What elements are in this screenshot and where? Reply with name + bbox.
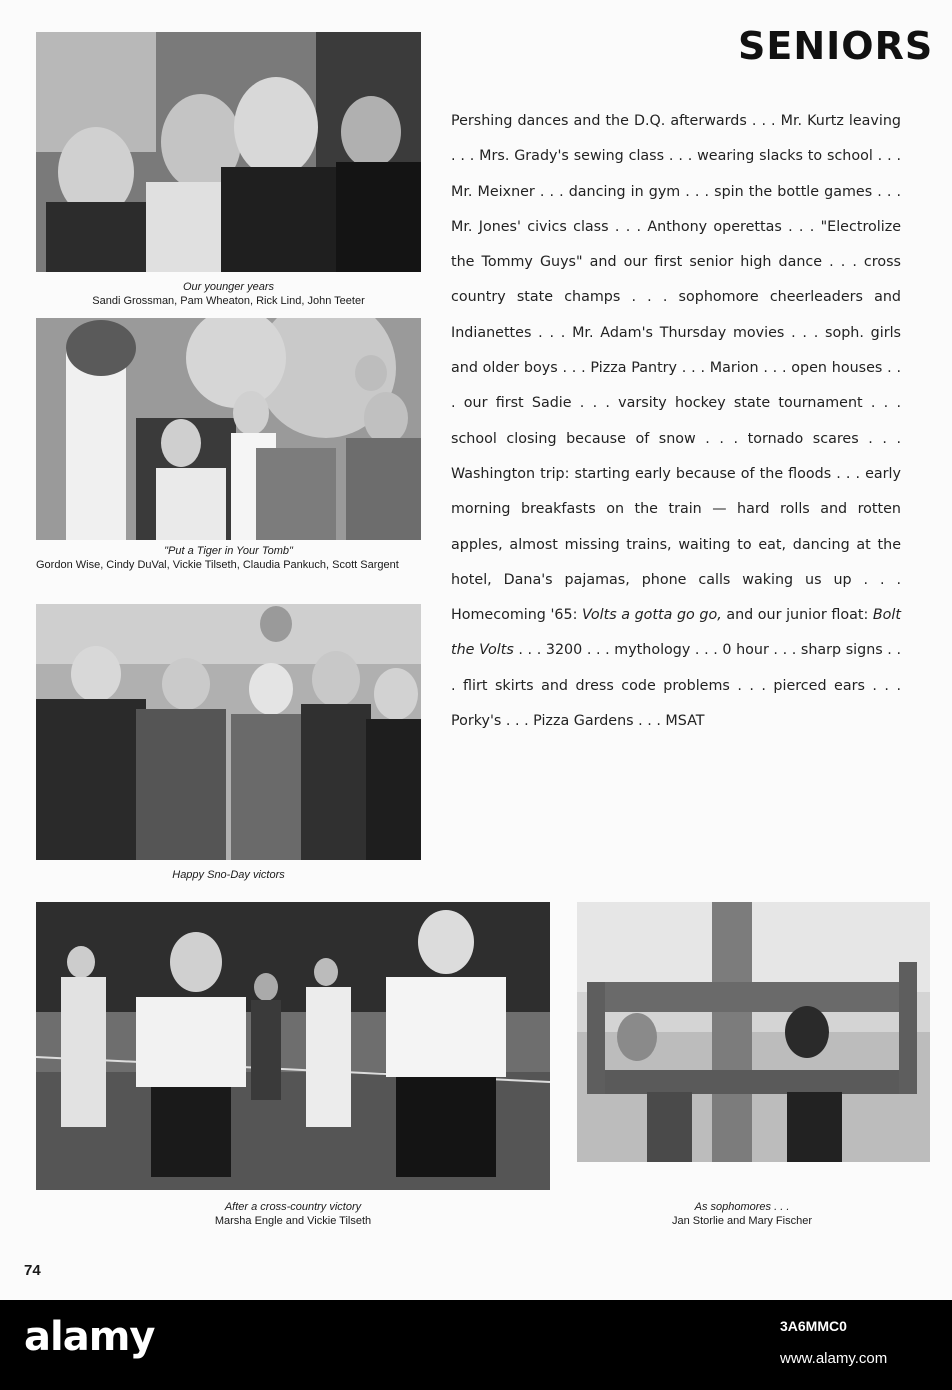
body-text-part: Pershing dances and the D.Q. afterwards . . . Mr. Kurtz leaving . . . Mrs. Grady's sewing class . . . wearing slacks to school . . . Mr. Meixner . . . dancing in gym . . . spin the bottle games . . . Mr. Jones' civics class . . . Anthony operettas . . . "Electrolize the Tommy Guys" and our first senior high dance . . . cross country state champs . . . sophomore cheerleaders and Indianettes . . . Mr. Adam's Thursday movies . . . soph. girls and older boys . . . Pizza Pantry . . . Marion . . . open houses . . . our first Sadie . . . varsity hockey state tournament . . . school closing because of snow . . . tornado scares . . . Washington trip: starting early because of the floods . . . early morning breakfasts on the train — hard rolls and rotten apples, almost missing trains, waiting to eat, dancing at the hotel, Dana's pajamas, phone calls waking us up . . . Homecoming '65: — [451, 113, 901, 624]
page-title: SENIORS — [738, 24, 934, 68]
caption-title: After a cross-country victory — [224, 1201, 362, 1213]
caption-names: Sandi Grossman, Pam Wheaton, Rick Lind, John Teeter — [92, 295, 365, 307]
page-number: 74 — [24, 1262, 41, 1279]
photo-tiger-tomb — [36, 318, 421, 540]
caption-cross-country — [36, 1200, 550, 1228]
alamy-logo: alamy — [24, 1314, 155, 1360]
caption-names: Jan Storlie and Mary Fischer — [672, 1215, 812, 1227]
caption-names: Marsha Engle and Vickie Tilseth — [214, 1215, 372, 1227]
photo-cross-country — [36, 902, 550, 1190]
photo-sno-day — [36, 604, 421, 860]
caption-sophomores — [577, 1200, 907, 1228]
body-text — [451, 104, 901, 739]
caption-title: Our younger years — [182, 281, 275, 293]
caption-sno-day — [36, 868, 421, 882]
caption-title: "Put a Tiger in Your Tomb" — [164, 545, 293, 557]
body-text-italic: Bolt the Volts — [451, 607, 901, 659]
body-text-part: and our junior float: — [721, 607, 873, 624]
caption-tiger-tomb — [36, 544, 421, 572]
photo-younger-years — [36, 32, 421, 272]
body-text-part: . . . 3200 . . . mythology . . . 0 hour . . . sharp signs . . . flirt skirts and dress code problems . . . pierced ears . . . Porky's . . . Pizza Gardens . . . MSAT — [451, 642, 902, 730]
photo-sophomores — [577, 902, 930, 1162]
caption-younger-years — [36, 280, 421, 308]
image-id: 3A6MMC0 — [780, 1318, 847, 1334]
caption-title: As sophomores . . . — [694, 1201, 790, 1213]
body-text-italic: Volts a gotta go go, — [581, 607, 722, 624]
watermark-footer — [0, 1300, 952, 1390]
footer-url: www.alamy.com — [780, 1350, 888, 1367]
caption-names: Gordon Wise, Cindy DuVal, Vickie Tilseth, Claudia Pankuch, Scott Sargent — [36, 559, 399, 571]
caption-title: Happy Sno-Day victors — [172, 869, 285, 881]
